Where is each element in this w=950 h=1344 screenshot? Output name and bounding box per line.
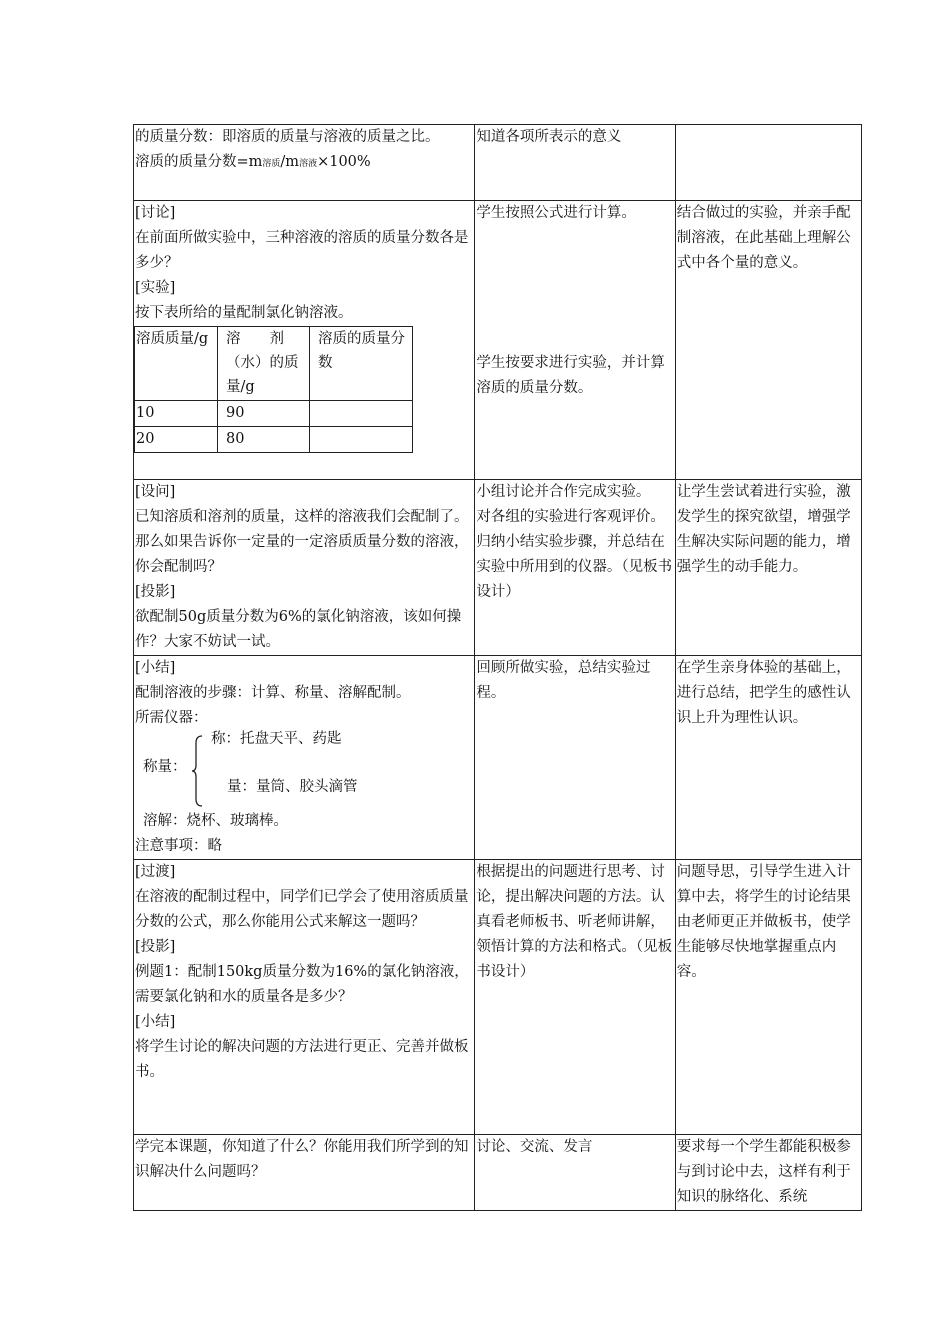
table-cell: 90 [218, 401, 310, 427]
header-cell: 溶质的质量分数 [310, 327, 413, 401]
paragraph: 将学生讨论的解决问题的方法进行更正、完善并做板书。 [135, 1039, 469, 1080]
paragraph: 问题导思，引导学生进入计算中去，将学生的讨论结果由老师更正并做板书，使学生能够尽快地掌握重点内容。 [676, 864, 851, 980]
paragraph: 归纳小结实验步骤，并总结在实验中所用到的仪器。（见板书设计） [476, 534, 673, 600]
teacher-activity-cell [134, 656, 475, 860]
paragraph: 学生按要求进行实验，并计算溶质的质量分数。 [476, 355, 665, 396]
table-cell [310, 427, 413, 453]
table-cell: 80 [218, 427, 310, 453]
section-label: [小结] [135, 660, 176, 676]
paragraph: 学完本课题，你知道了什么？你能用我们所学到的知识解决什么问题吗？ [135, 1139, 469, 1180]
table-row [134, 656, 862, 860]
paragraph: 在前面所做实验中，三种溶液的溶质的质量分数各是多少？ [135, 230, 469, 271]
section-label: [过渡] [135, 864, 176, 880]
formula: 溶质的质量分数=m溶质/m溶液×100% [135, 154, 371, 170]
student-activity-cell [475, 480, 675, 656]
student-activity-cell [475, 860, 675, 1135]
paragraph: 所需仪器： [135, 710, 208, 726]
experiment-table [134, 326, 413, 453]
table-row [134, 860, 862, 1135]
paragraph: 在学生亲身体验的基础上，进行总结，把学生的感性认识上升为理性认识。 [676, 660, 851, 726]
student-activity-cell [475, 201, 675, 480]
paragraph: 已知溶质和溶剂的质量，这样的溶液我们会配制了。那么如果告诉你一定量的一定溶质质量分数的溶液，你会配制吗？ [135, 509, 469, 575]
table-row [135, 427, 413, 453]
weigh-item-balance: 称：托盘天平、药匙 [211, 731, 342, 747]
paragraph: 在溶液的配制过程中，同学们已学会了使用溶质质量分数的公式，那么你能用公式来解这一题吗？ [135, 889, 469, 930]
paragraph: 对各组的实验进行客观评价。 [476, 509, 665, 525]
paragraph: 小组讨论并合作完成实验。 [476, 484, 651, 500]
weigh-item-cylinder: 量：量筒、胶头滴管 [227, 779, 358, 795]
header-cell: 溶 剂（水）的质量/g [218, 327, 310, 401]
header-cell: 溶质质量/g [135, 327, 218, 401]
paragraph: 配制溶液的步骤：计算、称量、溶解配制。 [135, 685, 411, 701]
section-label: [投影] [135, 584, 176, 600]
curly-brace-icon [191, 735, 203, 807]
paragraph: 的质量分数：即溶质的质量与溶液的质量之比。 [135, 129, 440, 145]
teacher-activity-cell [134, 125, 475, 201]
paragraph: 回顾所做实验，总结实验过程。 [476, 660, 651, 701]
lesson-plan-table [133, 124, 862, 1211]
teacher-activity-cell [134, 480, 475, 656]
table-row [134, 480, 862, 656]
table-row [135, 401, 413, 427]
table-row [134, 1135, 862, 1211]
section-label: [投影] [135, 939, 176, 955]
teacher-activity-cell [134, 201, 475, 480]
teacher-activity-cell [134, 1135, 475, 1211]
table-cell: 10 [135, 401, 218, 427]
paragraph: 溶解：烧杯、玻璃棒。 [143, 813, 288, 829]
design-intent-cell [675, 480, 861, 656]
paragraph: 例题1：配制150kg质量分数为16%的氯化钠溶液，需要氯化钠和水的质量各是多少？ [135, 964, 469, 1005]
paragraph: 要求每一个学生都能积极参与到讨论中去，这样有利于知识的脉络化、系统 [676, 1139, 851, 1205]
student-activity-cell [475, 656, 675, 860]
paragraph: 按下表所给的量配制氯化钠溶液。 [135, 305, 353, 321]
paragraph: 学生按照公式进行计算。 [476, 205, 636, 221]
table-header-row [135, 327, 413, 401]
teacher-activity-cell [134, 860, 475, 1135]
weigh-label: 称量： [143, 759, 187, 775]
paragraph: 欲配制50g质量分数为6%的氯化钠溶液，该如何操作？大家不妨试一试。 [135, 609, 462, 650]
table-cell: 20 [135, 427, 218, 453]
paragraph: 让学生尝试着进行实验，激发学生的探究欲望，增强学生解决实际问题的能力，增强学生的动手能力。 [676, 484, 851, 575]
weighing-instruments [135, 731, 473, 809]
student-activity-cell [475, 1135, 675, 1211]
section-label: [设问] [135, 484, 176, 500]
paragraph: 结合做过的实验，并亲手配制溶液，在此基础上理解公式中各个量的意义。 [676, 205, 851, 271]
design-intent-cell [675, 656, 861, 860]
table-row [134, 125, 862, 201]
table-row [134, 201, 862, 480]
paragraph: 根据提出的问题进行思考、讨论，提出解决问题的方法。认真看老师板书、听老师讲解，领悟计算的方法和格式。（见板书设计） [476, 864, 673, 980]
design-intent-cell [675, 125, 861, 201]
paragraph: 知道各项所表示的意义 [476, 129, 622, 145]
design-intent-cell [675, 201, 861, 480]
section-label: [小结] [135, 1014, 176, 1030]
paragraph: 注意事项：略 [135, 838, 222, 854]
table-cell [310, 401, 413, 427]
section-label: [讨论] [135, 205, 176, 221]
section-label: [实验] [135, 280, 176, 296]
student-activity-cell [475, 125, 675, 201]
design-intent-cell [675, 1135, 861, 1211]
paragraph: 讨论、交流、发言 [476, 1139, 593, 1155]
design-intent-cell [675, 860, 861, 1135]
